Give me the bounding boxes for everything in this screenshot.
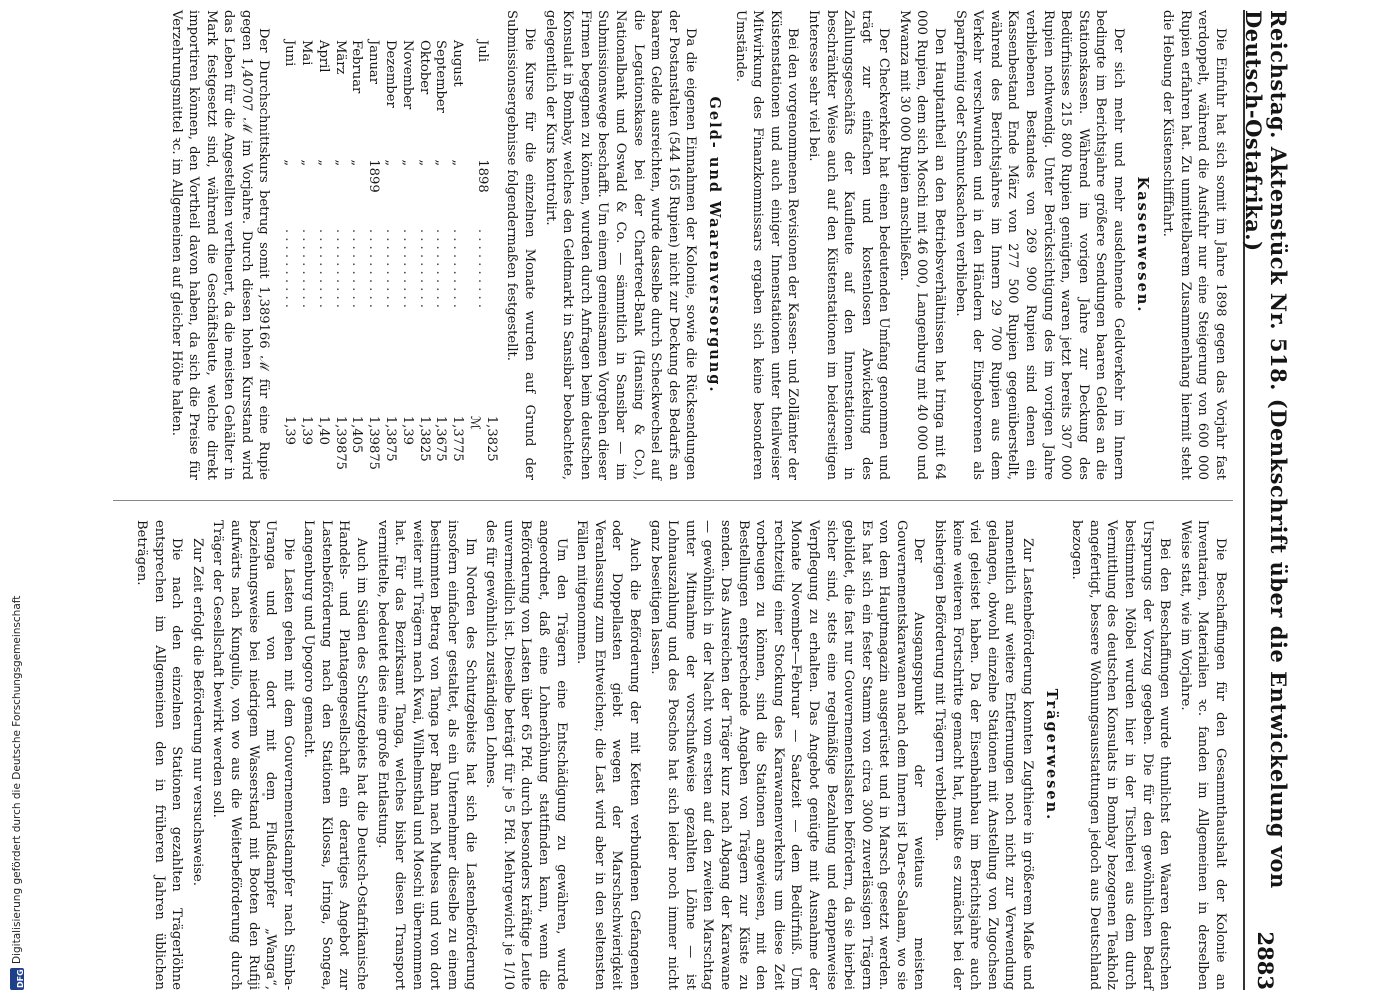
column-divider bbox=[113, 500, 1233, 501]
rate-row bbox=[347, 40, 364, 480]
paragraph: Um den Trägern eine Entschädigung zu gewähren, wurde angeordnet, daß eine Lohnerhöhung stattfinden kann, wenn die Beförderung von Lasten über 65 Pfd. durch besonders kräftige Leute unvermeidlich ist. Dieselbe beträgt für je 5 Pfd. Mehrgewicht je 1/10 des für gewöhnlich zuständigen Lohnes. bbox=[482, 520, 569, 990]
leader-dots: . . . . . . . . . . bbox=[432, 228, 448, 308]
leader-dots: . . . . . . . . . . bbox=[365, 228, 381, 308]
rate-row bbox=[414, 40, 431, 480]
rate-year: 1898 bbox=[474, 159, 490, 193]
paragraph: Die Lasten gehen mit dem Gouvernementsdampfer nach Simba-Uranga und von dort mit dem Flußdampfer „Wanga“, beziehungsweise bei niedrigem Wasserstand mit Booten den Rufiji aufwärts nach Kungulio, von wo aus die Weiterbeförderung durch Träger der Gesellschaft bewirkt werden soll. bbox=[209, 520, 296, 990]
rate-month: Juli bbox=[474, 40, 490, 63]
rate-row bbox=[280, 40, 297, 480]
paragraph: Bei den vorgenommenen Revisionen der Kassen- und Zollämter der Küstenstationen und auch einiger Innenstationen unter theilweiser Mitwirkung des Finanzkommissars ergaben sich keine besonderen Umstände. bbox=[732, 10, 800, 480]
rate-row bbox=[364, 40, 381, 480]
section-heading-kassenwesen: Kassenwesen. bbox=[1133, 176, 1151, 314]
leader-dots: . . . . . . . . . . bbox=[416, 228, 432, 308]
rate-value: 1,39 bbox=[298, 415, 314, 445]
paragraph: Den Hauptantheil an den Betriebsverhältnissen hat Iringa mit 64 000 Rupien, dem sich Moschi mit 46 000, Langenburg mit 40 000 und Mwanza mit 30 000 Rupien anschließen. bbox=[896, 10, 947, 480]
paragraph: Auch die Beförderung der mit Ketten verbundenen Gefangenen oder Doppellasten giebt wegen der Marschschwierigkeit Veranlassung zum Entweichen; die Last wird aber in den seltensten Fällen mitgenommen. bbox=[573, 520, 642, 990]
paragraph: Der Durchschnittskurs betrug somit 1,389166 ℳ für eine Rupie gegen 1,40707 ℳ im Vorjahre. Durch diesen hohen Kursstand wird das Leben für die Angestellten vertheuert, da die meisten Gehälter in Mark festgesetzt sind, während die Geschäftsleute, welche direkt importiren können, den Vortheil davon haben, da sich die Preise für Verzehrungsmittel ꝛc. im Allgemeinen auf gleicher Höhe halten. bbox=[168, 10, 271, 480]
rate-year: „ bbox=[449, 159, 465, 167]
paragraph: Bei den Beschaffungen wurde thunlichst den Waaren deutschen Ursprungs der Vorzug gegeben. Die für den gewöhnlichen Bedarf bestimmten Möbel wurden hier in der Tischlerei aus dem durch Vermittlung des deutschen Konsulats in Bombay bezogenen Teakholz angefertigt, bessere Wohnungsausstattungen jedoch aus Deutschland bezogen. bbox=[1068, 520, 1172, 990]
section-heading-geld: Geld- und Waarenversorgung. bbox=[705, 96, 723, 394]
leader-dots: . . . . . . . . . . bbox=[474, 228, 490, 308]
paragraph: Der Ausgangspunkt der weitaus meisten Gouvernementskarawanen nach dem Innern ist Dar-es-Salaam, wo sie von dem Hauptmagazin ausgerüstet und in Marsch gesetzt werden. Es hat sich ein fester Stamm von circa 3000 zuverlässigen Trägern gebildet, die fast nur Gouvernementslasten befördern, da sie hierbei sicher sind, stets eine regelmäßige Bezahlung und etappenweise Verpflegung zu erhalten. Das Angebot genügte mit Ausnahme der Monate November—Februar — Saatzeit — dem Bedürfniß. Um rechtzeitig einer Stockung des Karawanenverkehrs um diese Zeit vorbeugen zu können, sind die Stationen angewiesen, mit den Bestellungen entsprechende Angaben von Trägern zur Küste zu senden. Das Ausreichen der Träger kurz nach Abgang der Karawane — gewöhnlich in der Nacht vom ersten auf den zweiten Marschtag unter Mitnahme der vorschußweise gezahlten Löhne — ist Lohnauszahlung und des Poschos hat sich leider noch immer nicht ganz beseitigen lassen. bbox=[647, 520, 926, 990]
page-number: 2883 bbox=[1253, 931, 1278, 990]
header-title: Reichstag. Aktenstück Nr. 518. (Denkschrift über die Entwickelung von Deutsch-Ostafrika.) bbox=[1240, 10, 1291, 889]
rate-month: November bbox=[399, 40, 415, 110]
rate-month: Oktober bbox=[416, 40, 432, 95]
rate-row bbox=[314, 40, 331, 480]
rate-year: „ bbox=[281, 159, 297, 167]
rate-month: September bbox=[432, 40, 448, 113]
rate-month: Januar bbox=[365, 40, 381, 84]
rate-month: Dezember bbox=[382, 40, 398, 108]
rate-row bbox=[431, 40, 448, 480]
rate-month: Mai bbox=[298, 40, 314, 66]
paragraph: Zur Zeit erfolgt die Beförderung nur versuchsweise. bbox=[189, 538, 205, 886]
rate-value: 1,39875 bbox=[365, 415, 381, 470]
exchange-rate-table bbox=[280, 40, 498, 480]
rate-month: Februar bbox=[348, 40, 364, 94]
paragraph: Der Checkverkehr hat einen bedeutenden Umfang genommen und trägt zur einfachen und kostenlosen Abwickelung des Zahlungsgeschäfts der Kaufleute auf den Innenstationen in beschränkter Weise auch auf den Küstenstationen im beiderseitigen Interesse sehr viel bei. bbox=[805, 10, 891, 480]
rate-year: „ bbox=[315, 159, 331, 167]
leader-dots: . . . . . . . . . . bbox=[449, 228, 465, 308]
rate-row bbox=[297, 40, 314, 480]
rate-value: 1,39 bbox=[399, 415, 415, 445]
rate-value: 1,3825 ℳ bbox=[466, 415, 499, 462]
rate-row bbox=[330, 40, 347, 480]
paragraph: Die nach den einzelnen Stationen gezahlten Trägerlöhne entsprechen im Allgemeinen den in früheren Jahren üblichen Beträgen. bbox=[133, 520, 184, 990]
rate-row bbox=[398, 40, 415, 480]
leader-dots: . . . . . . . . . . bbox=[382, 228, 398, 308]
paragraph: Der sich mehr und mehr ausdehnende Geldverkehr im Innern bedingte im Berichtsjahre größere Sendungen baaren Geldes an die Stationskassen. Während im vorigen Jahre zur Deckung des Bedürfnisses 215 800 Rupien genügten, waren jetzt bereits 307 000 Rupien nothwendig. Unter Berücksichtigung des im vorigen Jahre verbliebenen Bestandes von 269 900 Rupien sind denen ein Kassenbestand Ende März von 277 500 Rupien gegenüberstellt, während des Berichtsjahres im Innern 29 700 Rupien aus dem Verkehr verschwunden und in den Händern der Eingeborenen als Sparpfennig oder Schmucksachen verblieben. bbox=[952, 10, 1126, 480]
credit-text: Digitalisierung gefördert durch die Deutsche Forschungsgemeinschaft bbox=[11, 595, 23, 964]
paragraph: Im Norden des Schutzgebiets hat sich die Lastenbeförderung insofern einfacher gestaltet, als ein Unternehmer dieselbe zu einem bestimmten Betrag von Tanga per Bahn nach Muhesa und von dort weiter mit Trägern nach Kwai, Wilhelmsthal und Moschi übernommen hat. Für das Bezirksamt Tanga, welches bisher diesen Transport vermittelte, bedeutet dies eine große Entlastung. bbox=[374, 520, 478, 990]
rate-month: April bbox=[315, 40, 331, 73]
section-heading-traegerwesen: Trägerwesen. bbox=[1042, 688, 1060, 822]
rate-month: März bbox=[332, 40, 348, 75]
leader-dots: . . . . . . . . . . bbox=[399, 228, 415, 308]
rate-month: Juni bbox=[281, 40, 297, 67]
rate-value: 1,40 bbox=[315, 415, 331, 445]
leader-dots: . . . . . . . . . . bbox=[348, 228, 364, 308]
rate-year: „ bbox=[298, 159, 314, 167]
paragraph: Die Einfuhr hat sich somit im Jahre 1898 gegen das Vorjahr fast verdoppelt, während die Ausfuhr nur eine Steigerung von 600 000 Rupien erfahren hat. Zu unmittelbarem Zusammenhang hiermit steht die Hebung der Küstenschifffahrt. bbox=[1159, 10, 1228, 480]
right-column bbox=[129, 520, 1229, 990]
paragraph: Zur Lastenbeförderung konnten Zugthiere in größerem Maße und namentlich auf weitere Entfernungen noch nicht zur Verwendung gelangen, obwohl einzelne Stationen mit Anstellung von Zugochsen viel geleistet haben. Da der Eisenbahnbau im Berichtsjahre auch keine weiteren Fortschritte gemacht hat, mußte es zunächst bei der bisherigen Beförderung mit Trägern verbleiben. bbox=[931, 520, 1035, 990]
rate-value: 1,3675 bbox=[432, 415, 448, 462]
rate-year: 1899 bbox=[365, 159, 381, 193]
paragraph: Die Beschaffungen für den Gesammthaushalt der Kolonie an Inventarien, Materialien ꝛc. fanden im Allgemeinen in derselben Weise statt, wie im Vorjahre. bbox=[1177, 520, 1228, 990]
left-column bbox=[163, 10, 1228, 480]
rate-year: „ bbox=[382, 159, 398, 167]
rate-year: „ bbox=[399, 159, 415, 167]
leader-dots: . . . . . . . . . . bbox=[315, 228, 331, 308]
rate-value: 1,3875 bbox=[382, 415, 398, 462]
rate-row bbox=[381, 40, 398, 480]
rate-year: „ bbox=[348, 159, 364, 167]
rate-row bbox=[448, 40, 465, 480]
paragraph: Auch im Süden des Schutzgebiets hat die Deutsch-Ostafrikanische Handels- und Plantagengesellschaft ein derartiges Angebot zur Lastenbeförderung nach den Stationen Kilossa, Iringa, Songea, Langenburg und Upogoro gemacht. bbox=[300, 520, 369, 990]
rotated-content bbox=[97, 10, 1291, 990]
rate-value: 1,3775 bbox=[449, 415, 465, 462]
dfg-logo: DFG bbox=[10, 968, 24, 990]
rate-year: „ bbox=[416, 159, 432, 167]
digitization-credit bbox=[8, 10, 26, 990]
leader-dots: . . . . . . . . . . bbox=[281, 228, 297, 308]
rate-row bbox=[465, 40, 499, 480]
leader-dots: . . . . . . . . . . bbox=[332, 228, 348, 308]
rate-month: August bbox=[449, 40, 465, 87]
rate-year: „ bbox=[332, 159, 348, 167]
rate-value: 1,3825 bbox=[416, 415, 432, 462]
page-header bbox=[1240, 10, 1291, 990]
rate-value: 1,39875 bbox=[332, 415, 348, 470]
leader-dots: . . . . . . . . . . bbox=[298, 228, 314, 308]
paragraph: Da die eigenen Einnahmen der Kolonie, sowie die Rücksendungen der Postanstalten (544 165 Rupien) nicht zur Deckung des Bedarfs an baarem Gelde ausreichten, wurde dasselbe durch Scheckwechsel auf die Legationskasse bei der Chartered-Bank (Hansing & Co.), Nationalbank und Oswald & Co. — sämmtlich in Sansibar — im Submissionswege beschafft. Um einem gemeinsamen Vorgehen dieser Firmen begegnen zu können, wurden durch Anfragen beim deutschen Konsulat in Bombay, welches den Geldmarkt in Sansibar beobachtete, gelegentlich der Kurs kontrolirt. bbox=[542, 10, 698, 480]
rate-year: „ bbox=[432, 159, 448, 167]
rate-value: 1,405 bbox=[348, 415, 364, 454]
paragraph: Die Kurse für die einzelnen Monate wurden auf Grund der Submissionsergebnisse folgendermaßen festgestellt. bbox=[503, 10, 537, 480]
rate-value: 1,39 bbox=[281, 415, 297, 445]
